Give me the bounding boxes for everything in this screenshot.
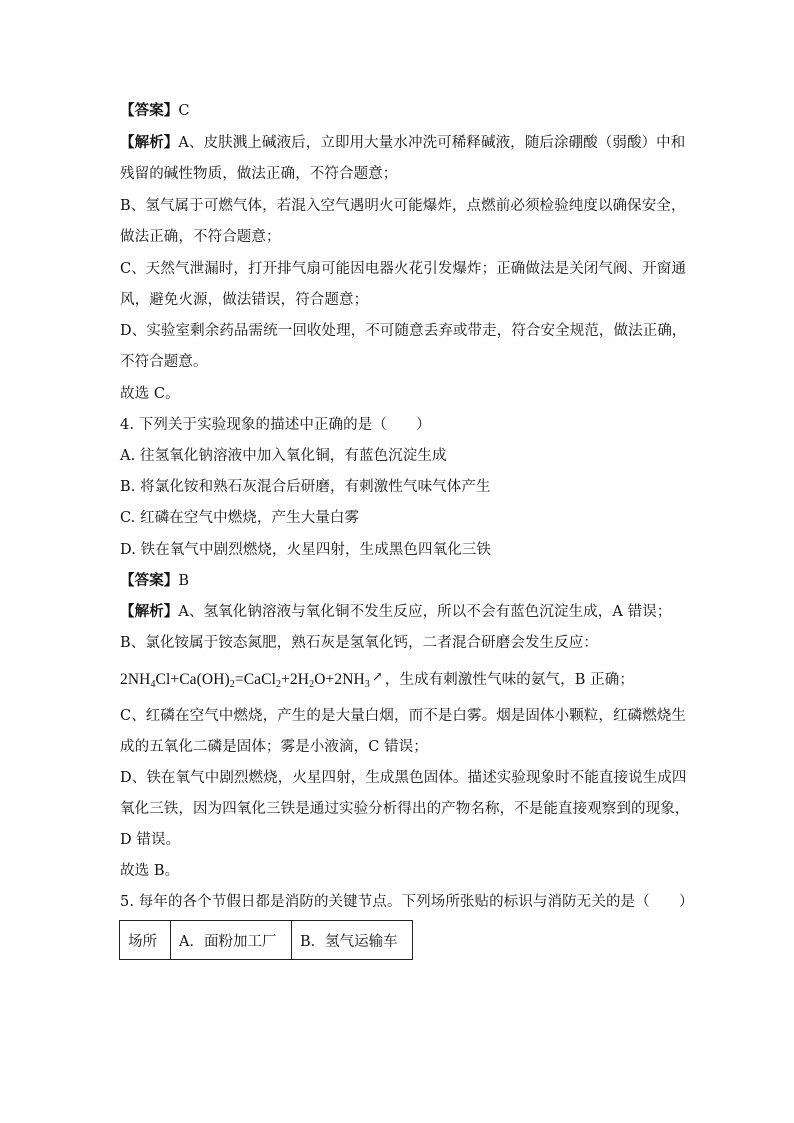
- explanation-line: C、天然气泄漏时，打开排气扇可能因电器火花引发爆炸；正确做法是关闭气阀、开窗通: [120, 261, 686, 277]
- selection-line: 故选 B。: [120, 863, 180, 879]
- explanation-text: A、皮肤溅上碱液后，立即用大量水冲洗可稀释碱液，随后涂硼酸（弱酸）中和: [178, 135, 686, 151]
- gas-arrow-icon: ↗: [371, 670, 383, 685]
- answer-line: [120, 571, 189, 591]
- table-header-cell: 场所: [120, 921, 171, 960]
- answer-tag: 【答案】: [120, 572, 179, 589]
- question-stem: 5. 每年的各个节假日都是消防的关键节点。下列场所张贴的标识与消防无关的是（ ）: [120, 894, 694, 910]
- explanation-line: C、红磷在空气中燃烧，产生的是大量白烟，而不是白雾。烟是固体小颗粒，红磷燃烧生: [120, 708, 686, 724]
- table-cell-b: B．氢气运输车: [292, 921, 413, 960]
- question-stem: 4. 下列关于实验现象的描述中正确的是（ ）: [120, 417, 431, 433]
- equation-tail: ，生成有刺激性气味的氨气，B 正确；: [384, 672, 634, 688]
- explanation-line: B、氯化铵属于铵态氮肥，熟石灰是氢氧化钙，二者混合研磨会发生反应：: [120, 635, 598, 651]
- explanation-line: 风，避免火源，做法错误，符合题意；: [120, 292, 369, 308]
- explanation-tag: 【解析】: [120, 603, 179, 620]
- selection-line: 故选 C。: [120, 386, 180, 402]
- explanation-line: 氧化三铁，因为四氧化三铁是通过实验分析得出的产物名称，不是能直接观察到的现象，: [120, 801, 690, 817]
- answer-line: [120, 101, 190, 121]
- explanation-line: B、氢气属于可燃气体，若混入空气遇明火可能爆炸，点燃前必须检验纯度以确保安全，: [120, 198, 686, 214]
- explanation-line: [120, 133, 685, 153]
- chemical-equation-line: [120, 668, 634, 690]
- explanation-line: 不符合题意。: [120, 354, 208, 370]
- explanation-line: 做法正确，不符合题意；: [120, 229, 281, 245]
- chemical-equation: $2NH_4Cl+Ca(OH)_2=CaCl_2+2H_2O+2NH_3$: [120, 671, 370, 690]
- option-c: C. 红磷在空气中燃烧，产生大量白雾: [120, 510, 360, 526]
- explanation-line: [120, 602, 671, 622]
- table-row: [120, 921, 413, 960]
- answer-tag: 【答案】: [120, 102, 179, 119]
- explanation-line: 残留的碱性物质，做法正确，不符合题意；: [120, 166, 398, 182]
- explanation-text: A、氢氧化钠溶液与氧化铜不发生反应，所以不会有蓝色沉淀生成，A 错误；: [178, 604, 672, 620]
- table-cell-a: A．面粉加工厂: [171, 921, 292, 960]
- places-table: [119, 920, 413, 960]
- answer-value: C: [178, 103, 190, 119]
- explanation-line: D、实验室剩余药品需统一回收处理，不可随意丢弃或带走，符合安全规范，做法正确，: [120, 323, 687, 339]
- answer-value: B: [178, 573, 190, 589]
- option-a: A. 往氢氧化钠溶液中加入氧化铜，有蓝色沉淀生成: [120, 448, 447, 464]
- explanation-line: D、铁在氧气中剧烈燃烧，火星四射，生成黑色固体。描述实验现象时不能直接说生成四: [120, 770, 687, 786]
- explanation-tag: 【解析】: [120, 134, 179, 151]
- explanation-line: D 错误。: [120, 832, 181, 848]
- option-d: D. 铁在氧气中剧烈燃烧，火星四射，生成黑色四氧化三铁: [120, 542, 492, 558]
- explanation-line: 成的五氧化二磷是固体；雾是小液滴，C 错误；: [120, 739, 428, 755]
- option-b: B. 将氯化铵和熟石灰混合后研磨，有刺激性气味气体产生: [120, 479, 491, 495]
